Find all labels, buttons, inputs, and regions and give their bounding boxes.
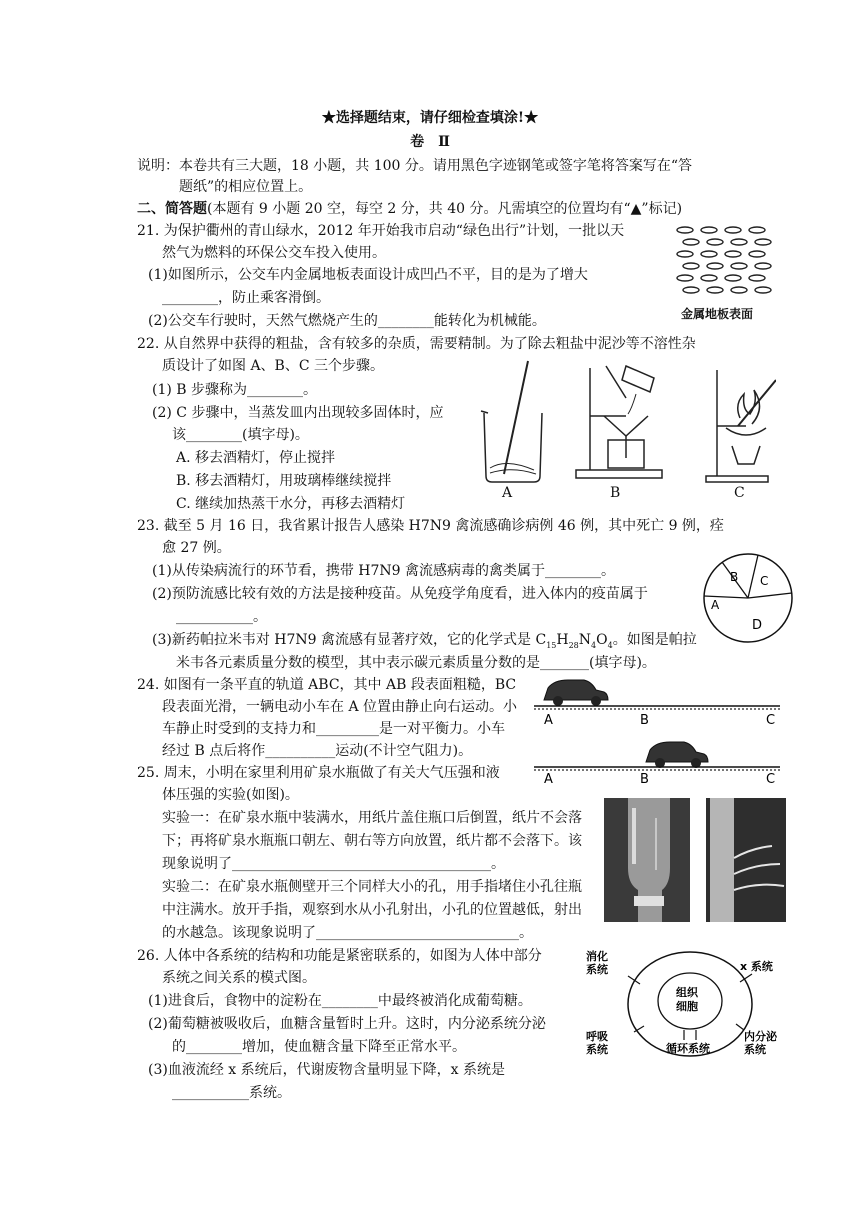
floor-bump [707,287,723,293]
body-systems-drawing [586,946,782,1062]
q24-stem-1: 24. 如图有一条平直的轨道 ABC，其中 AB 段表面粗糙，BC [137,677,517,693]
label-resp-2: 系统 [586,1043,608,1056]
floor-bump [701,251,717,257]
formula-o-sub: 4 [607,640,613,650]
floor-bump [725,275,741,281]
q26-part-2a: (2)葡萄糖被吸收后，血糖含量暂时上升。这时，内分泌系统分泌 [148,1016,546,1032]
floor-bump [683,263,699,269]
q26-stem-1: 26. 人体中各系统的结构和功能是紧密联系的，如图为人体中部分 [137,948,542,964]
formula-c-sub: 15 [546,640,557,650]
q22-option-b: B. 移去酒精灯，用玻璃棒继续搅拌 [176,473,392,489]
q23-part-3c: 米韦各元素质量分数的模型，其中表示碳元素质量分数的是_______(填字母)。 [176,655,656,671]
pie-label-b: B [730,570,739,584]
q25-stem-2: 体压强的实验(如图)。 [162,787,299,803]
q24-stem-3: 车静止时受到的支持力和_________是一对平衡力。小车 [162,721,505,737]
label-digest-1: 消化 [586,950,608,963]
floor-bump [749,251,765,257]
q25-exp2-3: 的水越急。该现象说明了_____________________________。 [162,925,533,941]
floor-bump [725,251,741,257]
formula-n: N [578,632,592,648]
floor-bump [725,227,741,233]
q23-part-1: (1)从传染病流行的环节看，携带 H7N9 禽流感病毒的禽类属于________。 [152,563,616,579]
notice-line: ★选择题结束，请仔细检查填涂!★ [321,110,539,126]
floor-bump [707,239,723,245]
label-b: B [610,485,621,501]
label-endo-1: 内分泌 [744,1030,777,1043]
floor-bump [701,227,717,233]
top-track-b: B [640,713,649,728]
q25-exp2-2: 中注满水。放开手指，观察到水从小孔射出，小孔的位置越低，射出 [162,902,582,918]
floor-bump [701,275,717,281]
section-heading [137,199,682,219]
formula-h: H [556,632,569,648]
pie-model-figure [700,551,796,645]
evaporation-c-icon [706,370,776,482]
q23-part-2b: ___________。 [176,609,267,625]
bottom-track-c: C [766,772,776,784]
floor-bump [755,263,771,269]
section-desc: (本题有 9 小题 20 空，每空 2 分，共 40 分。凡需填空的位置均有“▲”标记) [207,201,683,217]
q23-part-3b-text: 。如图是帕拉 [612,632,697,648]
metal-floor-caption: 金属地板表面 [681,307,754,321]
q26-part-1: (1)进食后，食物中的淀粉在________中最终被消化成葡萄糖。 [148,993,532,1009]
q23-part-3a-text: (3)新药帕拉米韦对 H7N9 禽流感有显著疗效，它的化学式是 [152,632,536,648]
label-x-system: x 系统 [740,960,773,973]
bottle-photo-1-image [604,798,690,922]
q21-part-1a: (1)如图所示，公交车内金属地板表面设计成凹凸不平，目的是为了增大 [148,267,588,283]
floor-bump [683,287,699,293]
formula-c: C [535,632,547,648]
q23-part-3a [152,630,697,656]
q25-exp2-1: 实验二：在矿泉水瓶侧壁开三个同样大小的孔，用手指堵住小孔往瓶 [162,879,582,895]
salt-purification-figure [476,358,776,503]
car-2-icon [646,742,708,768]
floor-bump [749,275,765,281]
q22-option-c: C. 继续加热蒸干水分，再移去酒精灯 [176,496,406,512]
q22-stem-1: 22. 从自然界中获得的粗盐，含有较多的杂质，需要精制。为了除去粗盐中泥沙等不溶性杂 [137,336,696,352]
intro-line-2: 题纸”的相应位置上。 [179,179,313,195]
q22-stem-2: 质设计了如图 A、B、C 三个步骤。 [162,358,385,374]
section-title: 二、简答题 [137,201,207,217]
label-circulation: 循环系统 [666,1042,710,1055]
q22-part-2b: 该________(填字母)。 [172,427,309,443]
q21-stem-1: 21. 为保护衢州的青山绿水，2012 年开始我市启动“绿色出行”计划，一批以天 [137,223,625,239]
q26-part-3a: (3)血液流经 x 系统后，代谢废物含量明显下降，x 系统是 [148,1062,505,1078]
q23-part-2a: (2)预防流感比较有效的方法是接种疫苗。从免疫学角度看，进入体内的疫苗属于 [152,586,648,602]
floor-bump [707,263,723,269]
floor-bump [731,287,747,293]
floor-bump [677,275,693,281]
q23-stem-2: 愈 27 例。 [162,540,231,556]
q26-stem-2: 系统之间关系的模式图。 [162,970,316,986]
floor-bump [755,239,771,245]
formula-h-sub: 28 [568,640,579,650]
label-endo-2: 系统 [744,1043,766,1056]
label-a: A [502,485,513,501]
top-track-c: C [766,713,776,728]
metal-floor-figure [673,222,783,322]
q22-part-2a: (2) C 步骤中，当蒸发皿内出现较多固体时，应 [152,405,444,421]
floor-bump [731,239,747,245]
arrow-endo [736,1024,744,1030]
volume-title: 卷 Ⅱ [410,134,450,150]
bottle-photo-1 [604,798,690,922]
q25-stem-1: 25. 周末，小明在家里利用矿泉水瓶做了有关大气压强和液 [137,765,500,781]
label-tissue-2: 细胞 [676,1000,698,1013]
floor-bump [731,263,747,269]
arrow-circ [684,1030,696,1040]
pie-divider-3 [748,555,758,598]
floor-bump [677,227,693,233]
apparatus-drawing [476,358,776,503]
body-systems-diagram [586,946,782,1062]
track-figure [534,674,784,784]
bottle-photo-2 [706,798,786,922]
q24-stem-2: 段表面光滑，一辆电动小车在 A 位置由静止向右运动。小 [162,699,518,715]
formula-o: O [596,632,608,648]
filtration-b-icon [576,366,662,478]
q22-option-a: A. 移去酒精灯，停止搅拌 [176,450,336,466]
q25-exp1-3: 现象说明了_____________________________________。 [162,856,505,872]
floor-bump [755,287,771,293]
floor-bump [677,251,693,257]
formula-n-sub: 4 [591,640,597,650]
bottom-track-b: B [640,772,649,784]
q26-part-2b: 的________增加，使血糖含量下降至正常水平。 [172,1039,466,1055]
pie-divider-4 [748,593,792,598]
q26-part-3b: ___________系统。 [172,1085,291,1101]
q23-stem-1: 23. 截至 5 月 16 日，我省累计报告人感染 H7N9 禽流感确诊病例 46 例，其中死亡 9 例，痊 [137,518,724,534]
formula [535,632,612,648]
q25-exp1-2: 下；再将矿泉水瓶瓶口朝左、朝右等方向放置，纸片都不会落下。该 [162,833,582,849]
pie-label-c: C [760,574,769,588]
q21-part-2: (2)公交车行驶时，天然气燃烧产生的________能转化为机械能。 [148,313,546,329]
bottom-track-a: A [544,772,553,784]
q24-stem-4: 经过 B 点后将作__________运动(不计空气阻力)。 [162,743,473,759]
beaker-a-icon [481,361,542,482]
q21-part-1b: ________，防止乘客滑倒。 [162,290,330,306]
q22-part-1: (1) B 步骤称为________。 [152,382,318,398]
pie-label-a: A [711,598,720,612]
bottle-photo-2-image [706,798,786,922]
label-resp-1: 呼吸 [586,1030,608,1043]
floor-bump [749,227,765,233]
label-tissue-1: 组织 [676,986,698,999]
pie-label-d: D [752,618,763,633]
top-track-a: A [544,713,553,728]
q25-exp1-1: 实验一：在矿泉水瓶中装满水，用纸片盖住瓶口后倒置，纸片不会落 [162,810,582,826]
label-digest-2: 系统 [586,963,608,976]
intro-line-1: 说明：本卷共有三大题，18 小题，共 100 分。请用黑色字迹钢笔或签字笔将答案写在“答 [137,158,693,174]
q21-stem-2: 然气为燃料的环保公交车投入使用。 [162,245,386,261]
element-pie-diagram [700,551,796,645]
track-drawing [534,674,784,784]
floor-bump [683,239,699,245]
label-c: C [734,485,745,501]
car-1-icon [544,680,608,706]
